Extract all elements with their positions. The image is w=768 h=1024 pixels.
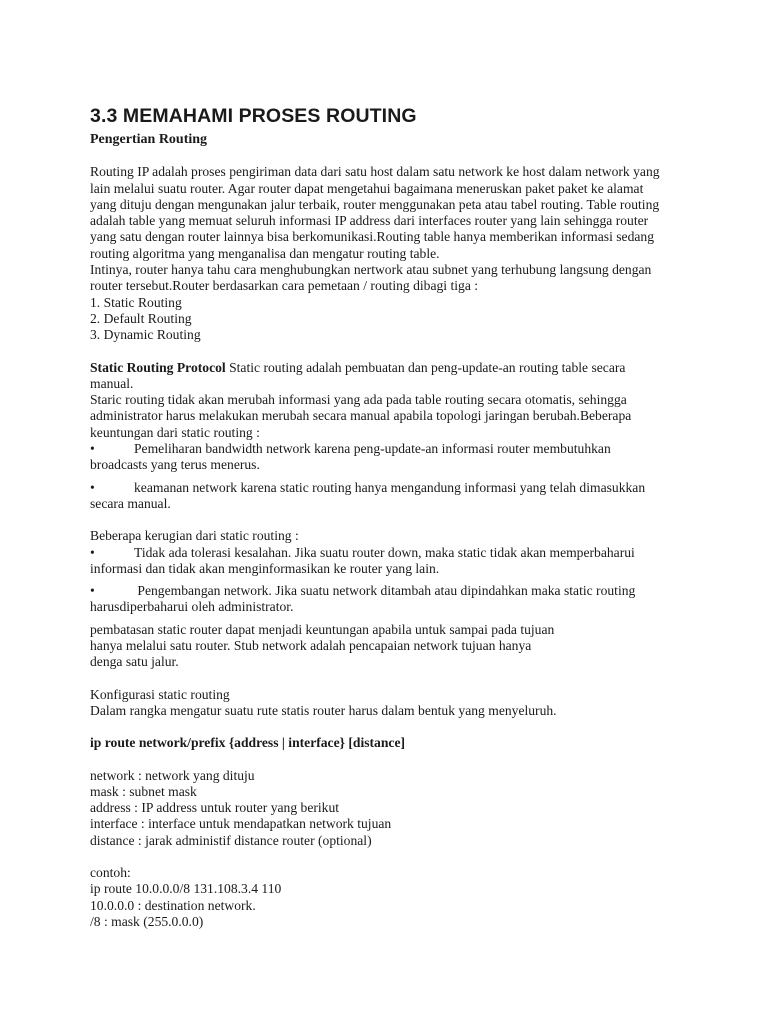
example-line: ip route 10.0.0.0/8 131.108.3.4 110	[90, 881, 282, 897]
bullet-text-cont: informasi dan tidak akan menginformasikan ke router yang lain.	[90, 560, 440, 576]
example-block	[90, 865, 678, 930]
intro-line: yang satu dengan router lainnya bisa berkomunikasi.Routing table hanya memberikan informasi sedang	[90, 229, 654, 245]
param-line: network : network yang dituju	[90, 767, 255, 783]
bullet-text: Pemeliharan bandwidth network karena peng-update-an informasi router membutuhkan	[134, 441, 611, 457]
bullet-text-cont: harusdiperbaharui oleh administrator.	[90, 599, 294, 615]
example-line: /8 : mask (255.0.0.0)	[90, 913, 204, 929]
static-line: keuntungan dari static routing :	[90, 424, 260, 440]
list-item: 3. Dynamic Routing	[90, 327, 201, 343]
param-line: interface : interface untuk mendapatkan network tujuan	[90, 816, 392, 832]
page-title: 3.3 MEMAHAMI PROSES ROUTING	[90, 105, 417, 127]
list-item	[90, 480, 678, 513]
bullet-text: Pengembangan network. Jika suatu network ditambah atau dipindahkan maka static routing	[134, 583, 636, 599]
bullet-text: Tidak ada tolerasi kesalahan. Jika suatu router down, maka static tidak akan memperbaharui	[134, 544, 635, 560]
config-syntax	[90, 735, 678, 751]
intro-line: routing algoritma yang menganalisa dan mengatur routing table.	[90, 245, 440, 261]
config-description: Dalam rangka mengatur suatu rute statis router harus dalam bentuk yang menyeluruh.	[90, 702, 557, 718]
intro-line: lain melalui suatu router. Agar router dapat mengetahui bagaimana meneruskan paket paket ke alamat	[90, 180, 644, 196]
example-line: 10.0.0.0 : destination network.	[90, 897, 256, 913]
limitation-line: denga satu jalur.	[90, 654, 179, 670]
list-item	[90, 583, 678, 616]
intro-line: Routing IP adalah proses pengiriman data dari satu host dalam satu network ke host dalam network yang	[90, 164, 660, 180]
document-content	[90, 104, 678, 930]
disadvantages-list	[90, 545, 678, 616]
list-item	[90, 545, 678, 578]
intro-line: adalah table yang memuat seluruh informasi IP address dari interfaces router yang lain sehingga router	[90, 213, 649, 229]
intro-paragraph	[90, 164, 678, 294]
bullet-icon: •	[90, 479, 95, 495]
static-routing-paragraph	[90, 360, 678, 441]
param-line: mask : subnet mask	[90, 783, 197, 799]
limitation-line: pembatasan static router dapat menjadi keuntungan apabila untuk sampai pada tujuan	[90, 621, 555, 637]
bullet-icon: •	[90, 544, 95, 560]
param-line: address : IP address untuk router yang berikut	[90, 800, 340, 816]
bullet-text: keamanan network karena static routing hanya mengandung informasi yang telah dimasukkan	[134, 479, 646, 495]
intro-line: Intinya, router hanya tahu cara menghubungkan nertwork atau subnet yang terhubung langsung dengan	[90, 262, 652, 278]
list-item: 2. Default Routing	[90, 310, 192, 326]
advantages-list	[90, 441, 678, 512]
list-item: 1. Static Routing	[90, 294, 182, 310]
list-item	[90, 441, 678, 474]
static-line: Staric routing tidak akan merubah informasi yang ada pada table routing secara otomatis, sehingga	[90, 392, 627, 408]
static-routing-first-line	[90, 360, 678, 376]
limitation-paragraph	[90, 622, 678, 671]
bullet-text-cont: secara manual.	[90, 495, 171, 511]
config-section	[90, 687, 678, 720]
bullet-icon: •	[90, 583, 95, 599]
config-heading: Konfigurasi static routing	[90, 686, 230, 702]
section-subtitle: Pengertian Routing	[90, 132, 208, 147]
example-line: contoh:	[90, 864, 131, 880]
param-line: distance : jarak administif distance router (optional)	[90, 832, 372, 848]
bullet-icon: •	[90, 441, 95, 457]
disadvantages-heading: Beberapa kerugian dari static routing :	[90, 528, 299, 544]
intro-line: yang dituju dengan mengunakan jalur terbaik, router menggunakan peta atau tabel routing. Table routing	[90, 196, 660, 212]
limitation-line: hanya melalui satu router. Stub network adalah pencapaian network tujuan hanya	[90, 638, 532, 654]
intro-line: router tersebut.Router berdasarkan cara pemetaan / routing dibagi tiga :	[90, 278, 479, 294]
static-line: manual.	[90, 375, 134, 391]
routing-types-list	[90, 295, 678, 344]
bullet-text-cont: broadcasts yang terus menerus.	[90, 457, 260, 473]
config-syntax-text: ip route network/prefix {address | interface} [distance]	[90, 735, 405, 751]
params-list	[90, 768, 678, 849]
static-line: administrator harus melakukan merubah secara manual apabila topologi jaringan berubah.Beberapa	[90, 408, 632, 424]
static-routing-label: Static Routing Protocol	[90, 359, 226, 375]
static-routing-text: Static routing adalah pembuatan dan peng-update-an routing table secara	[225, 359, 626, 375]
